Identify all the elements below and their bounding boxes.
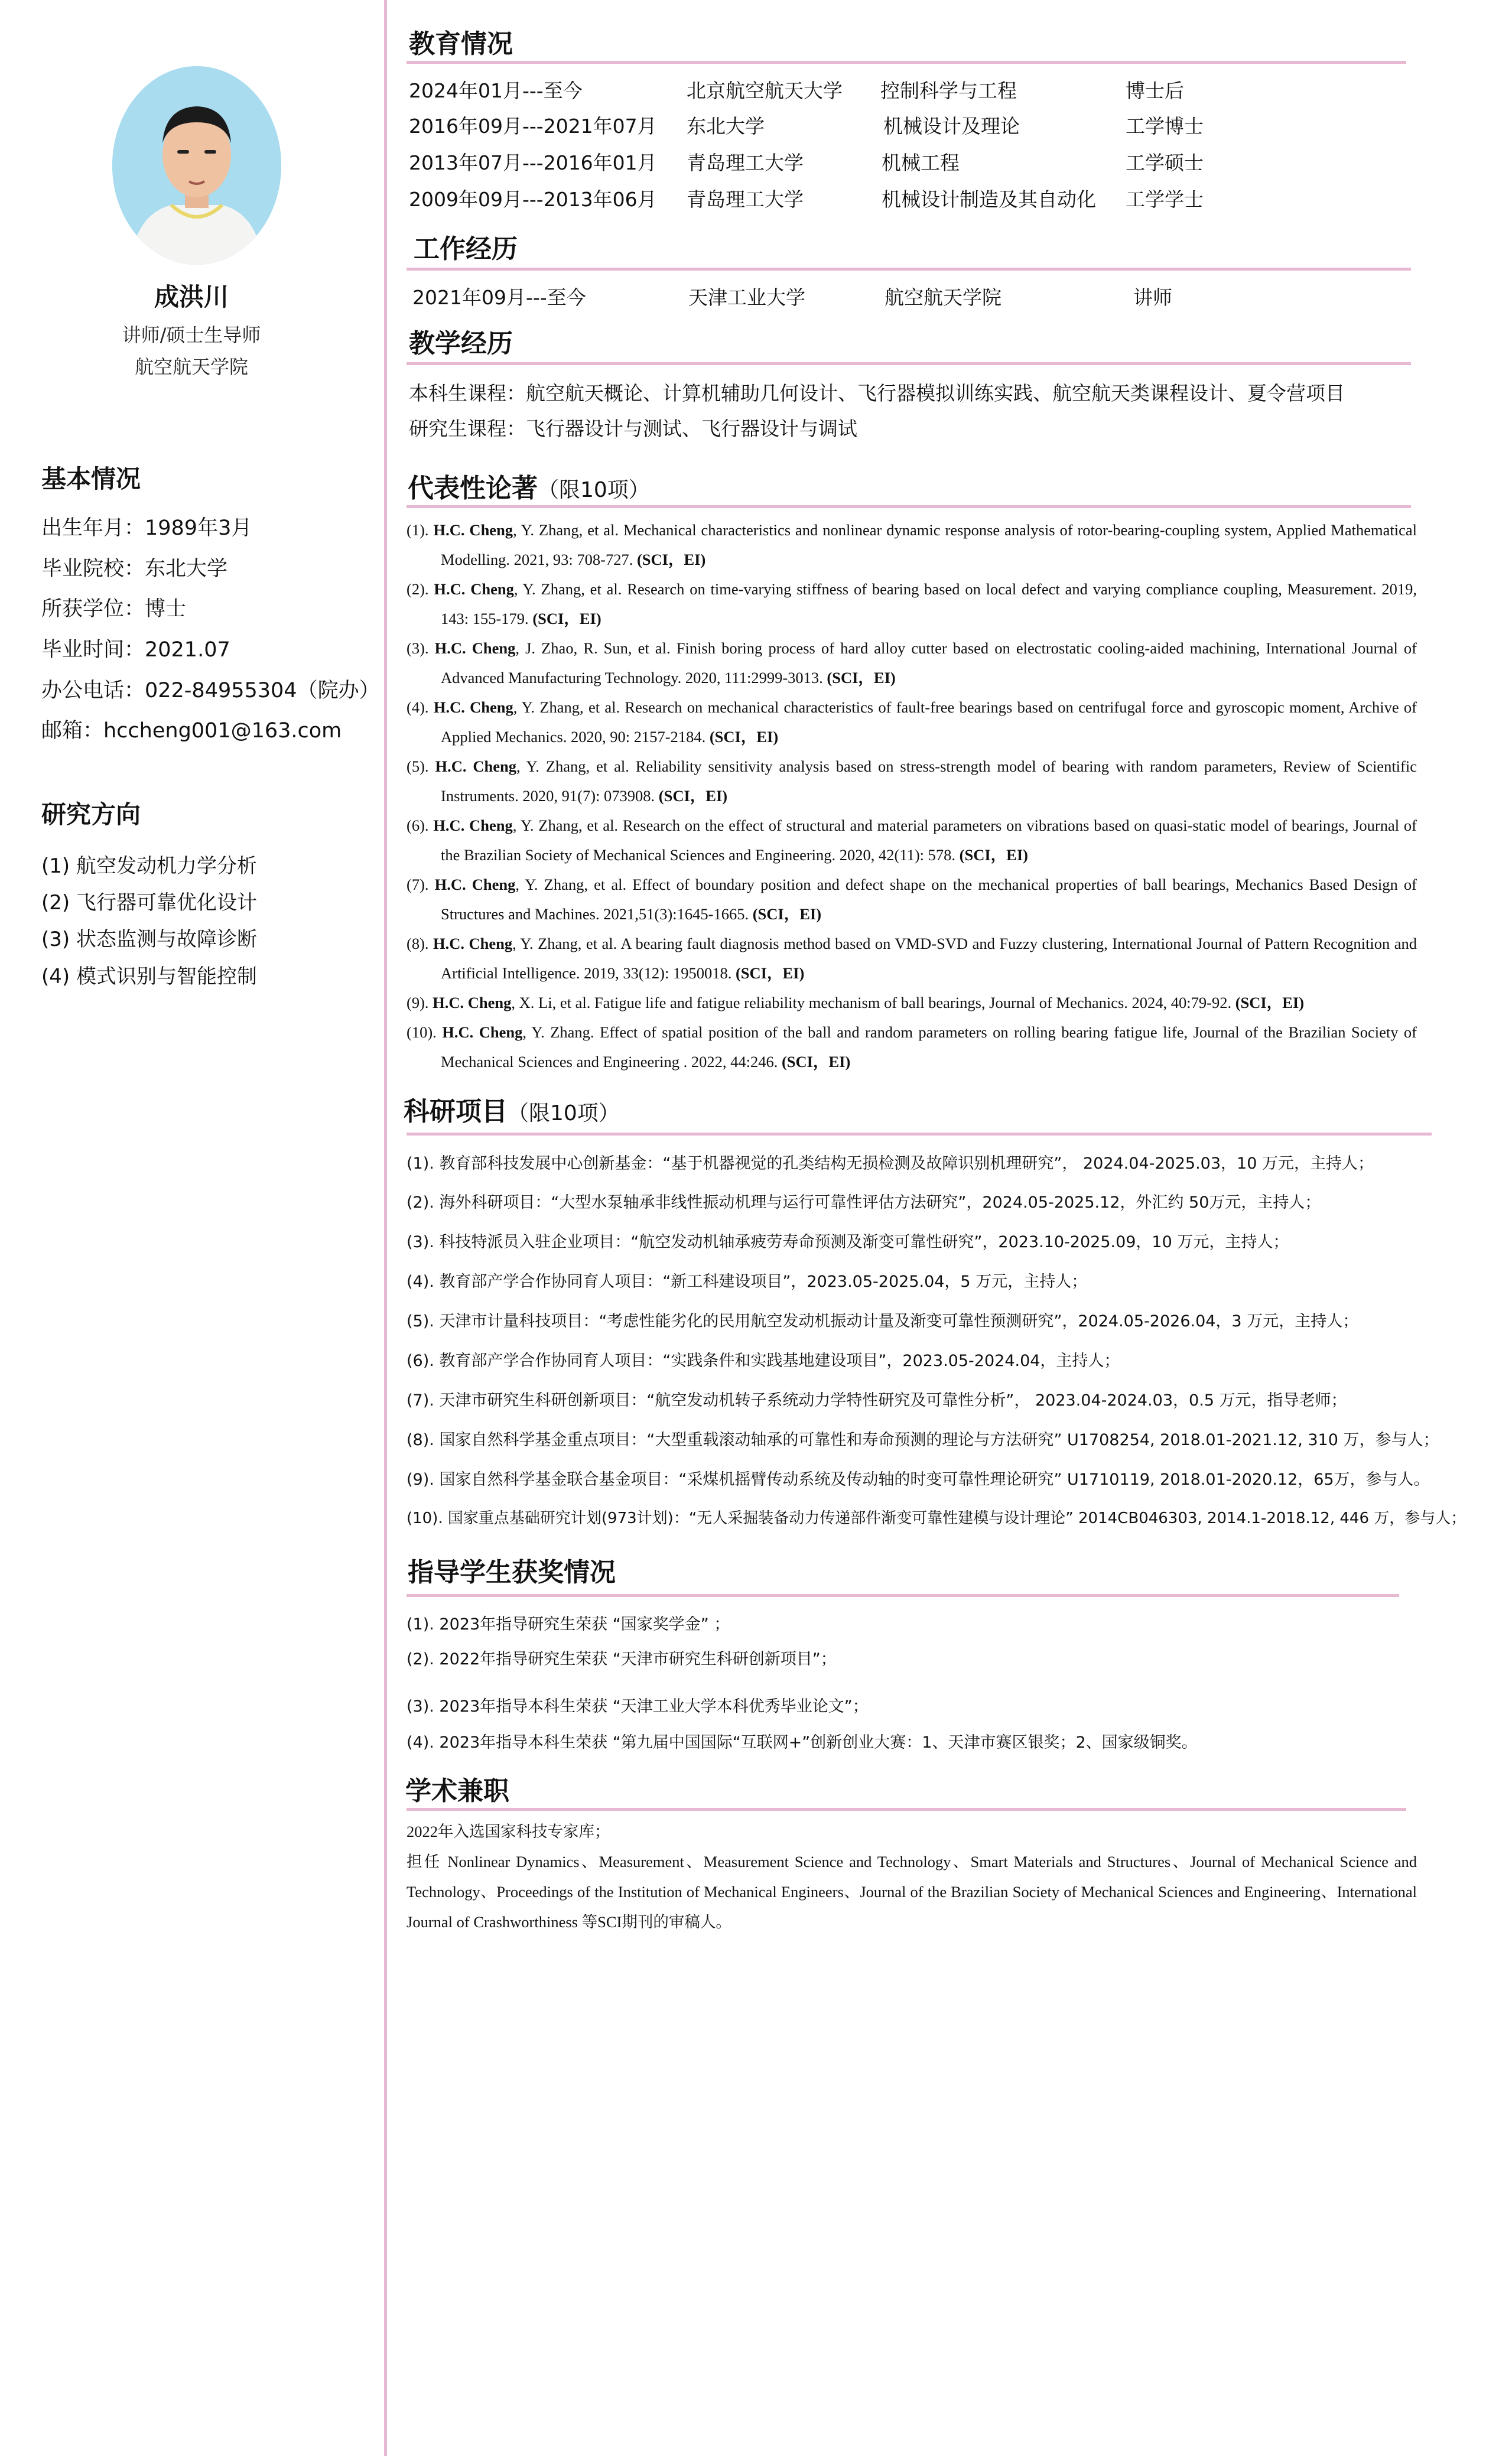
paper-item: [407, 574, 1417, 633]
paper-author: H.C. Cheng: [433, 698, 513, 716]
paper-citation: , X. Li, et al. Fatigue life and fatigue reliability mechanism of ball bearings, Journal of Mechanics. 2024, 40:79-92.: [511, 994, 1235, 1011]
teaching-graduate: 研究生课程：飞行器设计与测试、飞行器设计与调试: [409, 417, 857, 440]
paper-index: (SCI，EI): [959, 846, 1028, 864]
paper-number: (8).: [407, 935, 434, 952]
vertical-divider: [384, 0, 387, 2456]
paper-citation: , Y. Zhang, et al. Reliability sensitivity analysis based on stress-strength model of bearing with random parameters, Review of Scientific Instruments. 2020, 91(7): 073908.: [441, 757, 1417, 805]
paper-citation: , J. Zhao, R. Sun, et al. Finish boring process of hard alloy cutter based on electrostatic cooling-aided machining, International Journal of Advanced Manufacturing Technology. 2020, 111:2999-3013.: [441, 639, 1417, 687]
education-date: 2009年09月---2013年06月: [409, 188, 657, 211]
project-item: (10). 国家重点基础研究计划(973计划)：“无人采掘装备动力传递部件渐变可靠性建模与设计理论” 2014CB046303, 2014.1-2018.12, 446 万，参与人；: [407, 1510, 1467, 1527]
paper-index: (SCI，EI): [636, 551, 706, 568]
project-item: (5). 天津市计量科技项目：“考虑性能劣化的民用航空发动机振动计量及渐变可靠性预测研究”，2024.05-2026.04，3 万元，主持人；: [407, 1312, 1359, 1331]
paper-item: [407, 870, 1417, 929]
project-item: (7). 天津市研究生科研创新项目：“航空发动机转子系统动力学特性研究及可靠性分析”， 2023.04-2024.03，0.5 万元，指导老师；: [407, 1391, 1347, 1410]
basic-info-item: 办公电话：022-84955304（院办）: [41, 679, 380, 702]
project-item: (2). 海外科研项目：“大型水泵轴承非线性振动机理与运行可靠性评估方法研究”，2024.05-2025.12，外汇约 50万元，主持人；: [407, 1193, 1321, 1212]
education-school: 青岛理工大学: [687, 151, 804, 174]
research-item: (2) 飞行器可靠优化设计: [41, 891, 257, 915]
paper-item: [407, 633, 1417, 692]
paper-author: H.C. Cheng: [442, 1023, 523, 1041]
profile-name: 成洪川: [154, 282, 229, 311]
profile-title: 讲师/硕士生导师: [122, 324, 261, 346]
projects-heading: [404, 1090, 620, 1128]
work-employer: 天津工业大学: [688, 286, 805, 309]
paper-index: (SCI，EI): [658, 787, 728, 805]
paper-index: (SCI，EI): [1235, 994, 1305, 1011]
paper-author: H.C. Cheng: [433, 817, 513, 834]
paper-number: (4).: [407, 698, 434, 716]
paper-index: (SCI，EI): [752, 905, 822, 923]
paper-index: (SCI，EI): [781, 1053, 851, 1071]
academic-line-2: 担任 Nonlinear Dynamics、Measurement、Measurement Science and Technology、Smart Materials and Structures、Journal of Mechanical Science and Technology、Proceedings of the Institution of Mechanical Engineers、Journal of the Brazilian Society of Mechanical Sciences and Engineering、International Journal of Crashworthiness 等SCI期刊的审稿人。: [407, 1853, 1417, 1931]
teaching-undergrad: 本科生课程：航空航天概论、计算机辅助几何设计、飞行器模拟训练实践、航空航天类课程设计、夏令营项目: [409, 382, 1345, 405]
education-degree: 工学硕士: [1126, 151, 1204, 174]
work-date: 2021年09月---至今: [412, 286, 586, 309]
education-degree: 博士后: [1126, 79, 1184, 102]
education-degree: 工学博士: [1126, 115, 1204, 138]
awards-rule: [407, 1594, 1399, 1597]
paper-index: (SCI，EI): [709, 728, 779, 746]
paper-citation: , Y. Zhang, et al. Effect of boundary position and defect shape on the mechanical properties of ball bearings, Mechanics Based Design of Structures and Machines. 2021,51(3):1645-1665.: [441, 876, 1417, 923]
project-item: (1). 教育部科技发展中心创新基金：“基于机器视觉的孔类结构无损检测及故障识别机理研究”， 2024.04-2025.03，10 万元，主持人；: [407, 1154, 1374, 1173]
paper-author: H.C. Cheng: [434, 580, 514, 598]
education-degree: 工学学士: [1126, 188, 1204, 211]
paper-author: H.C. Cheng: [433, 935, 513, 952]
paper-citation: , Y. Zhang, et al. Research on the effect of structural and material parameters on vibrations based on quasi-static model of bearings, Journal of the Brazilian Society of Mechanical Sciences and Engineering. 2020, 42(11): 578.: [441, 817, 1417, 864]
teaching-heading: 教学经历: [409, 328, 513, 359]
profile-school: 航空航天学院: [134, 356, 248, 378]
education-date: 2024年01月---至今: [409, 79, 583, 102]
award-item: (3). 2023年指导本科生荣获 “天津工业大学本科优秀毕业论文”；: [407, 1697, 869, 1716]
paper-author: H.C. Cheng: [434, 639, 516, 657]
education-heading: 教育情况: [409, 29, 513, 59]
work-department: 航空航天学院: [885, 286, 1002, 309]
academic-body: [407, 1817, 1417, 1937]
projects-rule: [407, 1133, 1432, 1136]
projects-limit: （限10项）: [508, 1101, 620, 1125]
education-major: 机械工程: [882, 151, 960, 174]
paper-number: (6).: [407, 817, 434, 834]
paper-item: [407, 752, 1417, 811]
paper-item: [407, 929, 1417, 988]
paper-number: (5).: [407, 757, 435, 775]
paper-item: [407, 1017, 1417, 1076]
basic-info-item: 毕业院校：东北大学: [41, 557, 228, 581]
work-position: 讲师: [1133, 286, 1172, 309]
basic-info-item: 毕业时间：2021.07: [41, 638, 230, 662]
paper-number: (10).: [407, 1023, 443, 1041]
paper-item: [407, 811, 1417, 870]
education-date: 2016年09月---2021年07月: [409, 115, 657, 138]
research-heading: 研究方向: [41, 800, 141, 829]
papers-heading: [408, 467, 650, 505]
paper-citation: , Y. Zhang, et al. A bearing fault diagnosis method based on VMD-SVD and Fuzzy clustering, International Journal of Pattern Recognition and Artificial Intelligence. 2019, 33(12): 1950018.: [441, 935, 1417, 982]
papers-heading-text: 代表性论著: [408, 473, 538, 503]
portrait-image: [112, 66, 281, 265]
education-major: 机械设计及理论: [883, 115, 1020, 138]
paper-item: [407, 692, 1417, 752]
papers-rule: [407, 505, 1411, 508]
paper-item: [407, 515, 1417, 574]
paper-number: (3).: [407, 639, 435, 657]
award-item: (2). 2022年指导研究生荣获 “天津市研究生科研创新项目”；: [407, 1650, 837, 1668]
paper-index: (SCI，EI): [827, 669, 896, 687]
paper-item: [407, 988, 1417, 1017]
project-item: (8). 国家自然科学基金重点项目：“大型重载滚动轴承的可靠性和寿命预测的理论与方法研究” U1708254, 2018.01-2021.12, 310 万，参与人；: [407, 1431, 1439, 1449]
paper-author: H.C. Cheng: [434, 876, 516, 893]
paper-index: (SCI，EI): [532, 610, 601, 627]
education-school: 北京航空航天大学: [687, 79, 843, 102]
award-item: (1). 2023年指导研究生荣获 “国家奖学金” ；: [407, 1615, 730, 1634]
award-item: (4). 2023年指导本科生荣获 “第九届中国国际“互联网+”创新创业大赛：1、天津市赛区银奖；2、国家级铜奖。: [407, 1733, 1198, 1752]
paper-author: H.C. Cheng: [433, 994, 512, 1011]
research-item: (4) 模式识别与智能控制: [41, 965, 257, 988]
awards-heading: 指导学生获奖情况: [408, 1557, 616, 1588]
basic-info-email: 邮箱：hccheng001@163.com: [41, 719, 342, 743]
education-date: 2013年07月---2016年01月: [409, 151, 657, 174]
academic-heading: 学术兼职: [405, 1776, 509, 1806]
research-item: (1) 航空发动机力学分析: [41, 854, 257, 878]
papers-limit: （限10项）: [538, 478, 650, 502]
paper-citation: , Y. Zhang, et al. Mechanical characteristics and nonlinear dynamic response analysis of rotor-bearing-coupling system, Applied Mathematical Modelling. 2021, 93: 708-727.: [441, 521, 1417, 568]
work-heading: 工作经历: [414, 234, 518, 264]
basic-info-item: 所获学位：博士: [41, 597, 187, 621]
education-school: 青岛理工大学: [687, 188, 804, 211]
paper-citation: , Y. Zhang, et al. Research on mechanical characteristics of fault-free bearings based on centrifugal force and gyroscopic moment, Archive of Applied Mechanics. 2020, 90: 2157-2184.: [441, 698, 1417, 746]
academic-line-1: 2022年入选国家科技专家库；: [407, 1823, 610, 1840]
paper-author: H.C. Cheng: [433, 521, 513, 539]
basic-info-heading: 基本情况: [41, 464, 141, 493]
paper-index: (SCI，EI): [735, 964, 805, 982]
project-item: (6). 教育部产学合作协同育人项目：“实践条件和实践基地建设项目”，2023.05-2024.04，主持人；: [407, 1352, 1120, 1370]
sidebar: [0, 0, 383, 2456]
paper-number: (7).: [407, 876, 435, 893]
paper-citation: , Y. Zhang. Effect of spatial position of the ball and random parameters on rolling bearing fatigue life, Journal of the Brazilian Society of Mechanical Sciences and Engineering . 2022, 44:246.: [441, 1023, 1417, 1071]
paper-number: (1).: [407, 521, 434, 539]
paper-number: (2).: [407, 580, 434, 598]
profile-photo: [112, 66, 281, 265]
projects-heading-text: 科研项目: [404, 1097, 508, 1127]
paper-list: [407, 515, 1417, 1076]
academic-rule: [407, 1808, 1406, 1811]
paper-citation: , Y. Zhang, et al. Research on time-varying stiffness of bearing based on local defect and varying compliance coupling, Measurement. 2019, 143: 155-179.: [441, 580, 1417, 627]
basic-info-item: 出生年月：1989年3月: [41, 516, 252, 540]
project-item: (9). 国家自然科学基金联合基金项目：“采煤机摇臂传动系统及传动轴的时变可靠性理论研究” U1710119, 2018.01-2020.12，65万，参与人。: [407, 1471, 1430, 1489]
teaching-rule: [407, 362, 1411, 365]
research-item: (3) 状态监测与故障诊断: [41, 928, 257, 951]
project-item: (4). 教育部产学合作协同育人项目：“新工科建设项目”，2023.05-2025.04，5 万元，主持人；: [407, 1273, 1088, 1291]
project-item: (3). 科技特派员入驻企业项目：“航空发动机轴承疲劳寿命预测及渐变可靠性研究”，2023.10-2025.09，10 万元，主持人；: [407, 1233, 1289, 1251]
work-rule: [407, 268, 1411, 271]
education-rule: [407, 61, 1406, 64]
paper-author: H.C. Cheng: [435, 757, 516, 775]
education-major: 机械设计制造及其自动化: [882, 188, 1096, 211]
paper-number: (9).: [407, 994, 433, 1011]
education-major: 控制科学与工程: [880, 79, 1017, 102]
education-school: 东北大学: [687, 115, 765, 138]
